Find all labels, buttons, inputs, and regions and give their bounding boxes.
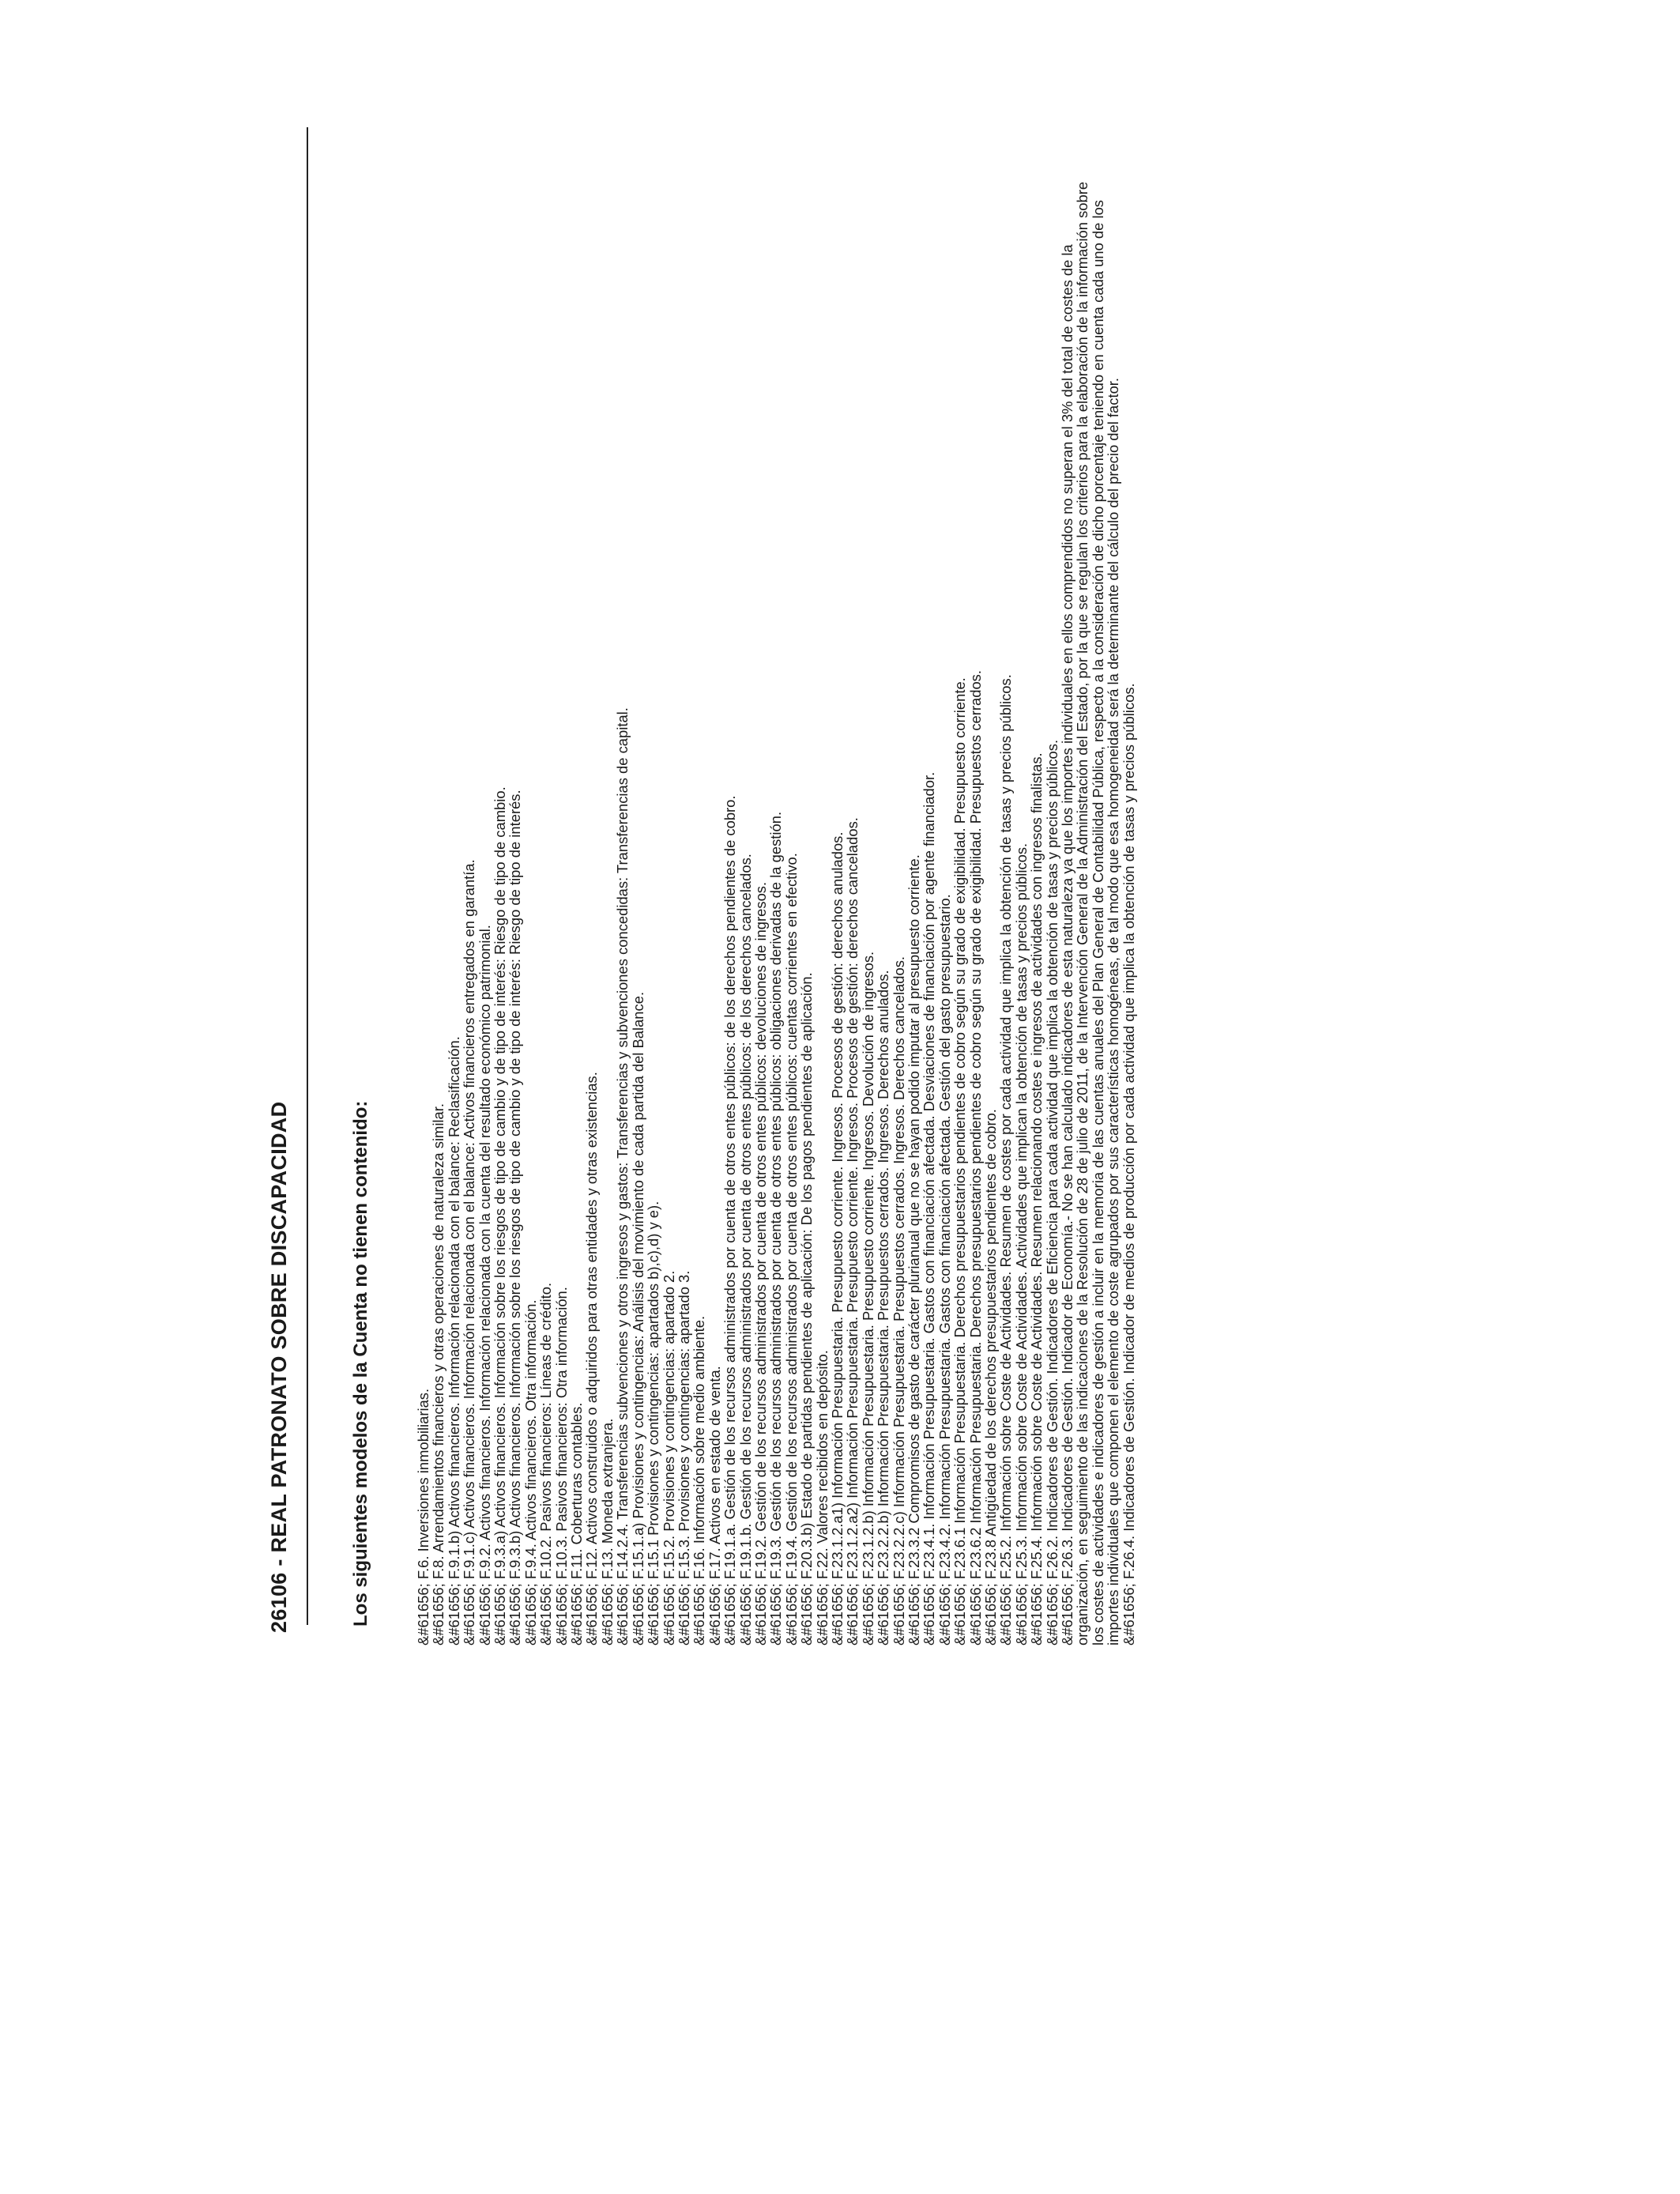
list-item: [523, 172, 538, 1646]
list-item: [446, 172, 461, 1646]
list-item-bullet: &#61656;: [875, 1583, 892, 1646]
list-item: [906, 172, 921, 1646]
list-item: [492, 172, 507, 1646]
list-item: [507, 172, 522, 1646]
list-item-bullet: &#61656;: [798, 1583, 816, 1646]
list-item-bullet: &#61656;: [492, 1583, 509, 1646]
list-item-text: F.23.6.2 Información Presupuestaria. Derechos presupuestarios pendientes de cobro según su grado de exigibilidad. Presupuestos cerrados.: [966, 670, 984, 1580]
list-item: [1045, 172, 1060, 1646]
list-item: [891, 172, 906, 1646]
list-item-bullet: &#61656;: [675, 1583, 692, 1646]
list-item-text: F.14.2.4. Transferencias subvenciones y otros ingresos y gastos: Transferencias y subvenciones concedidas: Transferencias de capital.: [614, 707, 631, 1580]
list-item-text: F.12. Activos construidos o adquiridos para otras entidades y otras existencias.: [583, 1072, 601, 1580]
list-item: [538, 172, 553, 1646]
list-item-text: F.25.4. Información sobre Coste de Actividades. Resumen relacionando costes e ingresos de actividades con ingresos finalistas.: [1028, 752, 1045, 1580]
header-divider: [307, 127, 308, 1625]
list-item: [676, 172, 691, 1646]
list-item-bullet: &#61656;: [859, 1583, 876, 1646]
list-item-text: F.10.2. Pasivos financieros: Líneas de crédito.: [537, 1282, 555, 1580]
list-item-text: F.26.3. Indicadores de Gestión. Indicador de Economía.- No se han calculado indicadores de esta naturaleza ya que los importes individuales en ellos comprendidos no superan el 3% del total de costes de la organización, en seguimiento de las indicaciones de la Resolución de 28 de julio de 2011, de la Intervención General de la Administración del Estado, por la que se regulan los criterios para la elaboración de la información sobre los costes de actividades e indicadores de gestión a incluir en la memoria de las cuentas anuales del Plan General de Contabilidad Pública, respecto a la consideración de dicho porcentaje teniendo en cuenta cada uno de los importes individuales que componen el elemento de coste agrupados por sus características homogéneas, de tal modo que esa homogeneidad será la determinante del cálculo del precio del factor.: [1059, 181, 1122, 1646]
list-item: [707, 172, 722, 1646]
list-item-text: F.19.4. Gestión de los recursos administrados por cuenta de otros entes públicos: cuentas corrientes en efectivo.: [782, 853, 800, 1580]
list-item-text: F.16. Información sobre medio ambiente.: [691, 1315, 708, 1580]
list-item-bullet: &#61656;: [445, 1583, 462, 1646]
list-item-text: F.23.6.1 Información Presupuestaria. Derechos presupuestarios pendientes de cobro según su grado de exigibilidad. Presupuesto corriente.: [951, 677, 969, 1580]
list-item-text: F.15.2. Provisiones y contingencias: apartado 2.: [660, 1270, 677, 1580]
list-item-text: F.13. Moneda extranjera.: [598, 1418, 616, 1580]
list-item: [554, 172, 569, 1646]
list-item: [830, 172, 845, 1646]
list-item-bullet: &#61656;: [828, 1583, 846, 1646]
list-item-text: F.23.8 Antigüedad de los derechos presupuestarios pendientes de cobro.: [982, 1109, 1000, 1580]
list-item-bullet: &#61656;: [1012, 1583, 1030, 1646]
list-item: [646, 172, 661, 1646]
page-header-title: 26106 - REAL PATRONATO SOBRE DISCAPACIDAD: [267, 1101, 291, 1633]
list-item: [461, 172, 477, 1646]
list-item-text: F.15.1.a) Provisiones y contingencias: Análisis del movimiento de cada partida del Balance.: [629, 991, 646, 1580]
list-item-text: F.11. Coberturas contables.: [568, 1402, 586, 1580]
list-item-text: F.25.3. Información sobre Coste de Actividades. Actividades que implican la obtención de tasas y precios públicos.: [1012, 843, 1030, 1580]
list-item-text: F.20.3.b) Estado de partidas pendientes de aplicación: De los pagos pendientes de aplicación.: [798, 972, 816, 1580]
section-heading: Los siguientes modelos de la Cuenta no tienen contenido:: [350, 1100, 371, 1627]
list-item-bullet: &#61656;: [997, 1583, 1015, 1646]
list-item-bullet: &#61656;: [598, 1583, 616, 1646]
list-item-bullet: &#61656;: [844, 1583, 861, 1646]
list-item-text: F.25.2. Información sobre Coste de Actividades. Resumen de costes por cada actividad que implica la obtención de tasas y precios públicos.: [997, 674, 1015, 1580]
list-item-bullet: &#61656;: [430, 1583, 447, 1646]
list-item-bullet: &#61656;: [415, 1583, 431, 1646]
list-item: [1014, 172, 1029, 1646]
list-item-bullet: &#61656;: [1120, 1583, 1137, 1646]
list-item: [799, 172, 814, 1646]
list-item: [722, 172, 737, 1646]
list-item-text: F.23.1.2.b) Información Presupuestaria. Presupuesto corriente. Ingresos. Devolución de ingresos.: [859, 951, 876, 1580]
list-item: [431, 172, 446, 1646]
list-item-bullet: &#61656;: [706, 1583, 723, 1646]
list-item-text: F.23.4.1. Información Presupuestaria. Gastos con financiación afectada. Desviaciones de financiación por agente financiador.: [921, 771, 938, 1580]
list-item: [998, 172, 1013, 1646]
list-item-bullet: &#61656;: [890, 1583, 907, 1646]
list-item-text: F.19.2. Gestión de los recursos administrados por cuenta de otros entes públicos: devoluciones de ingresos.: [751, 881, 769, 1580]
list-item-text: F.23.3.2 Compromisos de gasto de carácter plurianual que no se hayan podido imputar al presupuesto corriente.: [906, 854, 922, 1580]
list-item-bullet: &#61656;: [751, 1583, 769, 1646]
list-item-text: F.26.4. Indicadores de Gestión. Indicador de medios de producción por cada actividad que implica la obtención de tasas y precios públicos.: [1120, 683, 1137, 1580]
list-item-bullet: &#61656;: [614, 1583, 631, 1646]
list-item: [753, 172, 768, 1646]
list-item: [876, 172, 891, 1646]
list-item: [600, 172, 615, 1646]
list-item: [569, 172, 584, 1646]
list-item-bullet: &#61656;: [552, 1583, 570, 1646]
list-item: [784, 172, 799, 1646]
list-item-bullet: &#61656;: [767, 1583, 785, 1646]
list-item: [1060, 172, 1121, 1646]
list-item-text: F.9.2. Activos financieros. Información relacionada con la cuenta del resultado económico patrimonial.: [476, 925, 493, 1580]
list-item-text: F.9.1.c) Activos financieros. Información relacionada con el balance: Activos financieros entregados en garantía.: [461, 859, 478, 1580]
empty-models-list: [416, 172, 1136, 1646]
list-item-text: F.9.3.b) Activos financieros. Información sobre los riesgos de tipo de cambio y de tipo de interés: Riesgo de tipo de interés.: [507, 790, 524, 1580]
list-item-bullet: &#61656;: [507, 1583, 524, 1646]
list-item-bullet: &#61656;: [721, 1583, 739, 1646]
list-item-text: F.23.4.2. Información Presupuestaria. Gastos con financiación afectada. Gestión del gasto presupuestario.: [936, 894, 953, 1580]
list-item: [1029, 172, 1044, 1646]
list-item-text: F.23.2.2.b) Información Presupuestaria. Presupuestos cerrados. Ingresos. Derechos anulados.: [875, 970, 892, 1580]
list-item: [768, 172, 783, 1646]
list-item-bullet: &#61656;: [736, 1583, 754, 1646]
list-item-bullet: &#61656;: [645, 1583, 662, 1646]
list-item-bullet: &#61656;: [951, 1583, 969, 1646]
list-item: [861, 172, 876, 1646]
list-item: [983, 172, 998, 1646]
list-item-text: F.6. Inversiones inmobiliarias.: [415, 1388, 431, 1580]
list-item-text: F.9.1.b) Activos financieros. Información relacionada con el balance: Reclasificación.: [445, 1036, 462, 1580]
list-item: [738, 172, 753, 1646]
list-item-text: F.9.4. Activos financieros. Otra información.: [522, 1299, 539, 1580]
list-item-text: F.23.1.2.a2) Información Presupuestaria. Presupuesto corriente. Ingresos. Procesos de gestión: derechos cancelados.: [844, 817, 861, 1580]
list-item: [691, 172, 706, 1646]
list-item-bullet: &#61656;: [966, 1583, 984, 1646]
list-item-bullet: &#61656;: [1059, 1583, 1076, 1646]
list-item-text: F.22. Valores recibidos en depósito.: [813, 1350, 831, 1580]
list-item-bullet: &#61656;: [982, 1583, 1000, 1646]
list-item-text: F.19.1.a. Gestión de los recursos administrados por cuenta de otros entes públicos: de los derechos pendientes de cobro.: [721, 795, 739, 1580]
list-item-text: F.10.3. Pasivos financieros: Otra información.: [552, 1287, 570, 1580]
list-item-bullet: &#61656;: [1028, 1583, 1045, 1646]
list-item-text: F.23.1.2.a1) Información Presupuestaria. Presupuesto corriente. Ingresos. Procesos de gestión: derechos anulados.: [828, 831, 846, 1580]
list-item: [615, 172, 630, 1646]
list-item-bullet: &#61656;: [629, 1583, 646, 1646]
list-item: [968, 172, 983, 1646]
list-item-bullet: &#61656;: [906, 1583, 922, 1646]
list-item: [1121, 172, 1136, 1646]
list-item: [845, 172, 860, 1646]
list-item-bullet: &#61656;: [936, 1583, 953, 1646]
list-item-text: F.15.1 Provisiones y contingencias: apartados b),c),d) y e).: [645, 1201, 662, 1580]
list-item-bullet: &#61656;: [568, 1583, 586, 1646]
list-item: [937, 172, 952, 1646]
list-item-bullet: &#61656;: [782, 1583, 800, 1646]
list-item-text: F.19.3. Gestión de los recursos administrados por cuenta de otros entes públicos: obligaciones derivadas de la gestión.: [767, 811, 785, 1580]
list-item-bullet: &#61656;: [813, 1583, 831, 1646]
list-item: [661, 172, 676, 1646]
list-item-text: F.9.3.a) Activos financieros. Información sobre los riesgos de tipo de cambio y de tipo de interés: Riesgo de tipo de cambio.: [492, 786, 509, 1580]
list-item-bullet: &#61656;: [476, 1583, 493, 1646]
list-item: [921, 172, 936, 1646]
list-item-bullet: &#61656;: [921, 1583, 938, 1646]
list-item-bullet: &#61656;: [537, 1583, 555, 1646]
list-item: [815, 172, 830, 1646]
list-item-bullet: &#61656;: [522, 1583, 539, 1646]
list-item-text: F.26.2. Indicadores de Gestión. Indicadores de Eficiencia para cada actividad que implica la obtención de tasas y precios públicos.: [1043, 739, 1060, 1580]
list-item-bullet: &#61656;: [660, 1583, 677, 1646]
list-item-bullet: &#61656;: [691, 1583, 708, 1646]
list-item-text: F.23.2.2.c) Información Presupuestaria. Presupuestos cerrados. Ingresos. Derechos cancelados.: [890, 956, 907, 1580]
list-item: [631, 172, 646, 1646]
list-item: [952, 172, 967, 1646]
list-item-text: F.8. Arrendamientos financieros y otras operaciones de naturaleza similar.: [430, 1103, 447, 1580]
list-item-text: F.15.3. Provisiones y contingencias: apartado 3.: [675, 1270, 692, 1580]
list-item-text: F.19.1.b. Gestión de los recursos administrados por cuenta de otros entes públicos: de los derechos cancelados.: [736, 854, 754, 1580]
list-item: [584, 172, 599, 1646]
list-item-bullet: &#61656;: [1043, 1583, 1060, 1646]
list-item-text: F.17. Activos en estado de venta.: [706, 1366, 723, 1580]
list-item-bullet: &#61656;: [461, 1583, 478, 1646]
list-item: [477, 172, 492, 1646]
list-item-bullet: &#61656;: [583, 1583, 601, 1646]
list-item: [416, 172, 431, 1646]
